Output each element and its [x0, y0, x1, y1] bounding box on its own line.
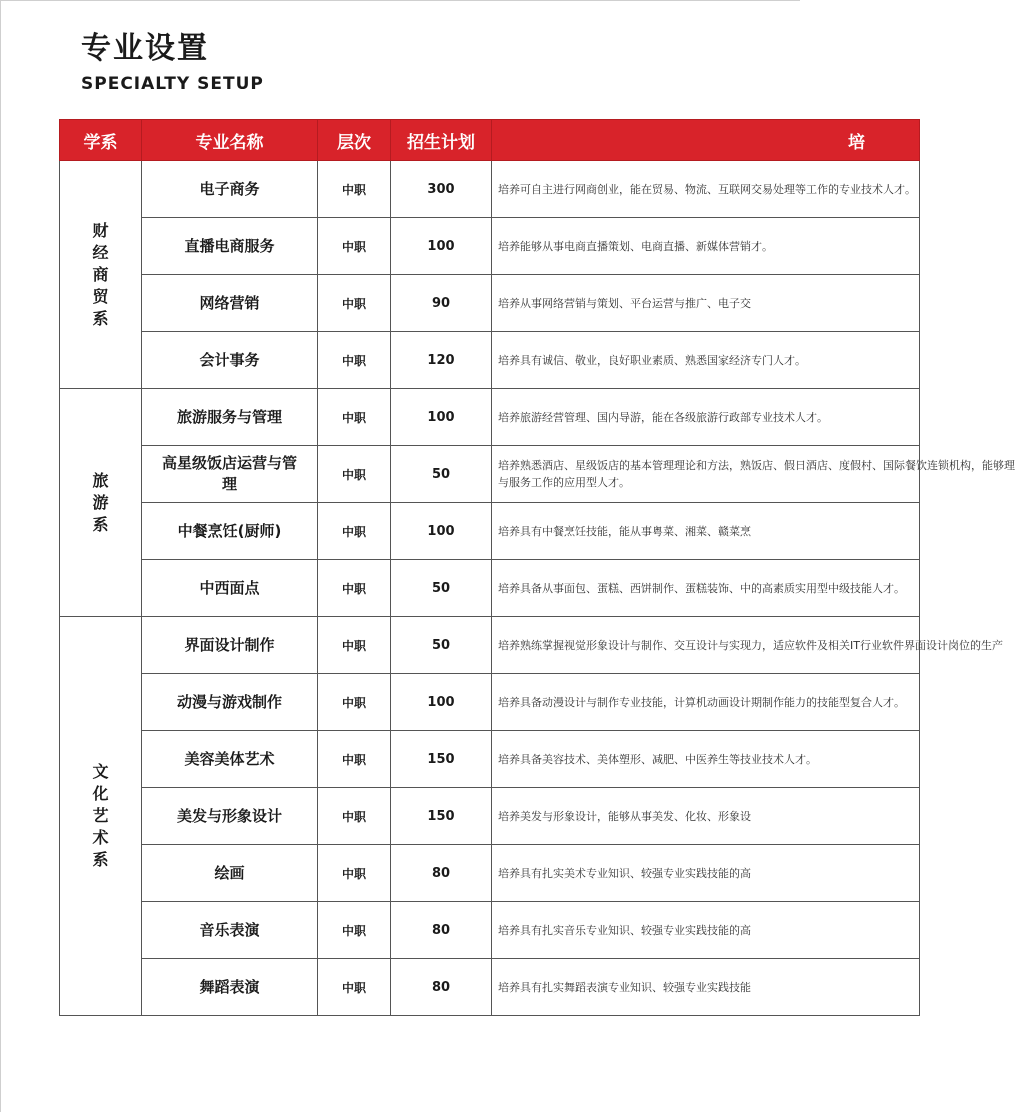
training-objective — [492, 959, 920, 1016]
training-objective — [492, 161, 920, 218]
training-objective — [492, 560, 920, 617]
training-objective — [492, 788, 920, 845]
training-objective-text: 培养具备动漫设计与制作专业技能，计算机动画设计期制作能力的技能型复合人才。 — [498, 695, 905, 709]
major-name: 直播电商服务 — [142, 218, 318, 275]
department-cell — [60, 617, 142, 1016]
column-header-enrollment-plan: 招生计划 — [391, 120, 492, 161]
enrollment-plan: 150 — [391, 731, 492, 788]
table-row — [60, 902, 920, 959]
major-name: 电子商务 — [142, 161, 318, 218]
training-objective-text: 培养熟悉酒店、星级饭店的基本管理理论和方法，熟饭店、假日酒店、度假村、国际餐饮连锁机构，能够理与服务工作的应用型人才。 — [498, 459, 1015, 489]
enrollment-plan: 90 — [391, 275, 492, 332]
specialty-table — [59, 119, 1015, 1016]
column-header-level: 层次 — [318, 120, 391, 161]
training-objective-text: 培养具有诚信、敬业，良好职业素质、熟悉国家经济专门人才。 — [498, 353, 806, 367]
enrollment-plan: 50 — [391, 617, 492, 674]
training-objective — [492, 218, 920, 275]
training-objective — [492, 674, 920, 731]
table-row — [60, 959, 920, 1016]
page-subtitle: SPECIALTY SETUP — [81, 74, 264, 94]
training-objective-text: 培养从事网络营销与策划、平台运营与推广、电子交 — [498, 296, 751, 310]
education-level: 中职 — [318, 503, 391, 560]
education-level: 中职 — [318, 389, 391, 446]
training-objective-text: 培养熟练掌握视觉形象设计与制作、交互设计与实现力，适应软件及相关IT行业软件界面设计岗位的生产 — [498, 638, 1003, 652]
table-row — [60, 332, 920, 389]
department-cell — [60, 389, 142, 617]
education-level: 中职 — [318, 446, 391, 503]
training-objective — [492, 389, 920, 446]
major-name: 美容美体艺术 — [142, 731, 318, 788]
major-name: 中西面点 — [142, 560, 318, 617]
table-row — [60, 446, 920, 503]
education-level: 中职 — [318, 902, 391, 959]
major-name: 网络营销 — [142, 275, 318, 332]
department-cell — [60, 161, 142, 389]
enrollment-plan: 80 — [391, 959, 492, 1016]
table-row — [60, 560, 920, 617]
education-level: 中职 — [318, 788, 391, 845]
training-objective-text: 培养能够从事电商直播策划、电商直播、新媒体营销才。 — [498, 239, 773, 253]
column-header-department: 学系 — [60, 120, 142, 161]
training-objective-text: 培养具有扎实舞蹈表演专业知识、较强专业实践技能 — [498, 980, 751, 994]
major-name: 中餐烹饪(厨师) — [142, 503, 318, 560]
table-row — [60, 788, 920, 845]
training-objective — [492, 446, 1015, 503]
enrollment-plan: 150 — [391, 788, 492, 845]
enrollment-plan: 50 — [391, 560, 492, 617]
training-objective — [492, 902, 920, 959]
major-name: 会计事务 — [142, 332, 318, 389]
education-level: 中职 — [318, 161, 391, 218]
education-level: 中职 — [318, 959, 391, 1016]
major-name: 旅游服务与管理 — [142, 389, 318, 446]
table-row — [60, 674, 920, 731]
column-header-objective: 培 — [492, 120, 920, 161]
major-name: 绘画 — [142, 845, 318, 902]
department-name: 旅游系 — [92, 470, 109, 534]
major-name: 界面设计制作 — [142, 617, 318, 674]
major-name: 美发与形象设计 — [142, 788, 318, 845]
table-row — [60, 389, 920, 446]
table-row — [60, 161, 920, 218]
department-name: 财经商贸系 — [92, 220, 109, 328]
training-objective-text: 培养具有中餐烹饪技能，能从事粤菜、湘菜、赣菜烹 — [498, 524, 751, 538]
training-objective-text: 培养具备从事面包、蛋糕、西饼制作、蛋糕装饰、中的高素质实用型中级技能人才。 — [498, 581, 905, 595]
training-objective-text: 培养美发与形象设计，能够从事美发、化妆、形象设 — [498, 809, 751, 823]
table-row — [60, 731, 920, 788]
training-objective-text: 培养具备美容技术、美体塑形、减肥、中医养生等技业技术人才。 — [498, 752, 817, 766]
training-objective — [492, 617, 1003, 674]
table-row — [60, 503, 920, 560]
table-body — [60, 161, 1015, 1016]
education-level: 中职 — [318, 560, 391, 617]
table-row — [60, 218, 920, 275]
enrollment-plan: 120 — [391, 332, 492, 389]
education-level: 中职 — [318, 674, 391, 731]
education-level: 中职 — [318, 275, 391, 332]
training-objective — [492, 845, 920, 902]
training-objective — [492, 731, 920, 788]
enrollment-plan: 80 — [391, 902, 492, 959]
education-level: 中职 — [318, 731, 391, 788]
department-name: 文化艺术系 — [92, 762, 109, 869]
major-name: 音乐表演 — [142, 902, 318, 959]
education-level: 中职 — [318, 845, 391, 902]
table-row — [60, 275, 920, 332]
page-title: 专业设置 — [81, 31, 209, 66]
training-objective-text: 培养旅游经营管理、国内导游，能在各级旅游行政部专业技术人才。 — [498, 410, 828, 424]
training-objective-text: 培养可自主进行网商创业，能在贸易、物流、互联网交易处理等工作的专业技术人才。 — [498, 182, 916, 196]
enrollment-plan: 80 — [391, 845, 492, 902]
enrollment-plan: 100 — [391, 389, 492, 446]
training-objective — [492, 503, 920, 560]
enrollment-plan: 100 — [391, 503, 492, 560]
major-name: 动漫与游戏制作 — [142, 674, 318, 731]
education-level: 中职 — [318, 218, 391, 275]
enrollment-plan: 100 — [391, 218, 492, 275]
training-objective-text: 培养具有扎实音乐专业知识、较强专业实践技能的高 — [498, 923, 751, 937]
enrollment-plan: 50 — [391, 446, 492, 503]
education-level: 中职 — [318, 332, 391, 389]
education-level: 中职 — [318, 617, 391, 674]
table-row — [60, 845, 920, 902]
table-row — [60, 617, 920, 674]
column-header-major: 专业名称 — [142, 120, 318, 161]
enrollment-plan: 300 — [391, 161, 492, 218]
major-name: 舞蹈表演 — [142, 959, 318, 1016]
major-name: 高星级饭店运营与管理 — [142, 446, 318, 503]
table-header-row — [60, 120, 920, 161]
enrollment-plan: 100 — [391, 674, 492, 731]
training-objective — [492, 275, 920, 332]
training-objective-text: 培养具有扎实美术专业知识、较强专业实践技能的高 — [498, 866, 751, 880]
training-objective — [492, 332, 920, 389]
